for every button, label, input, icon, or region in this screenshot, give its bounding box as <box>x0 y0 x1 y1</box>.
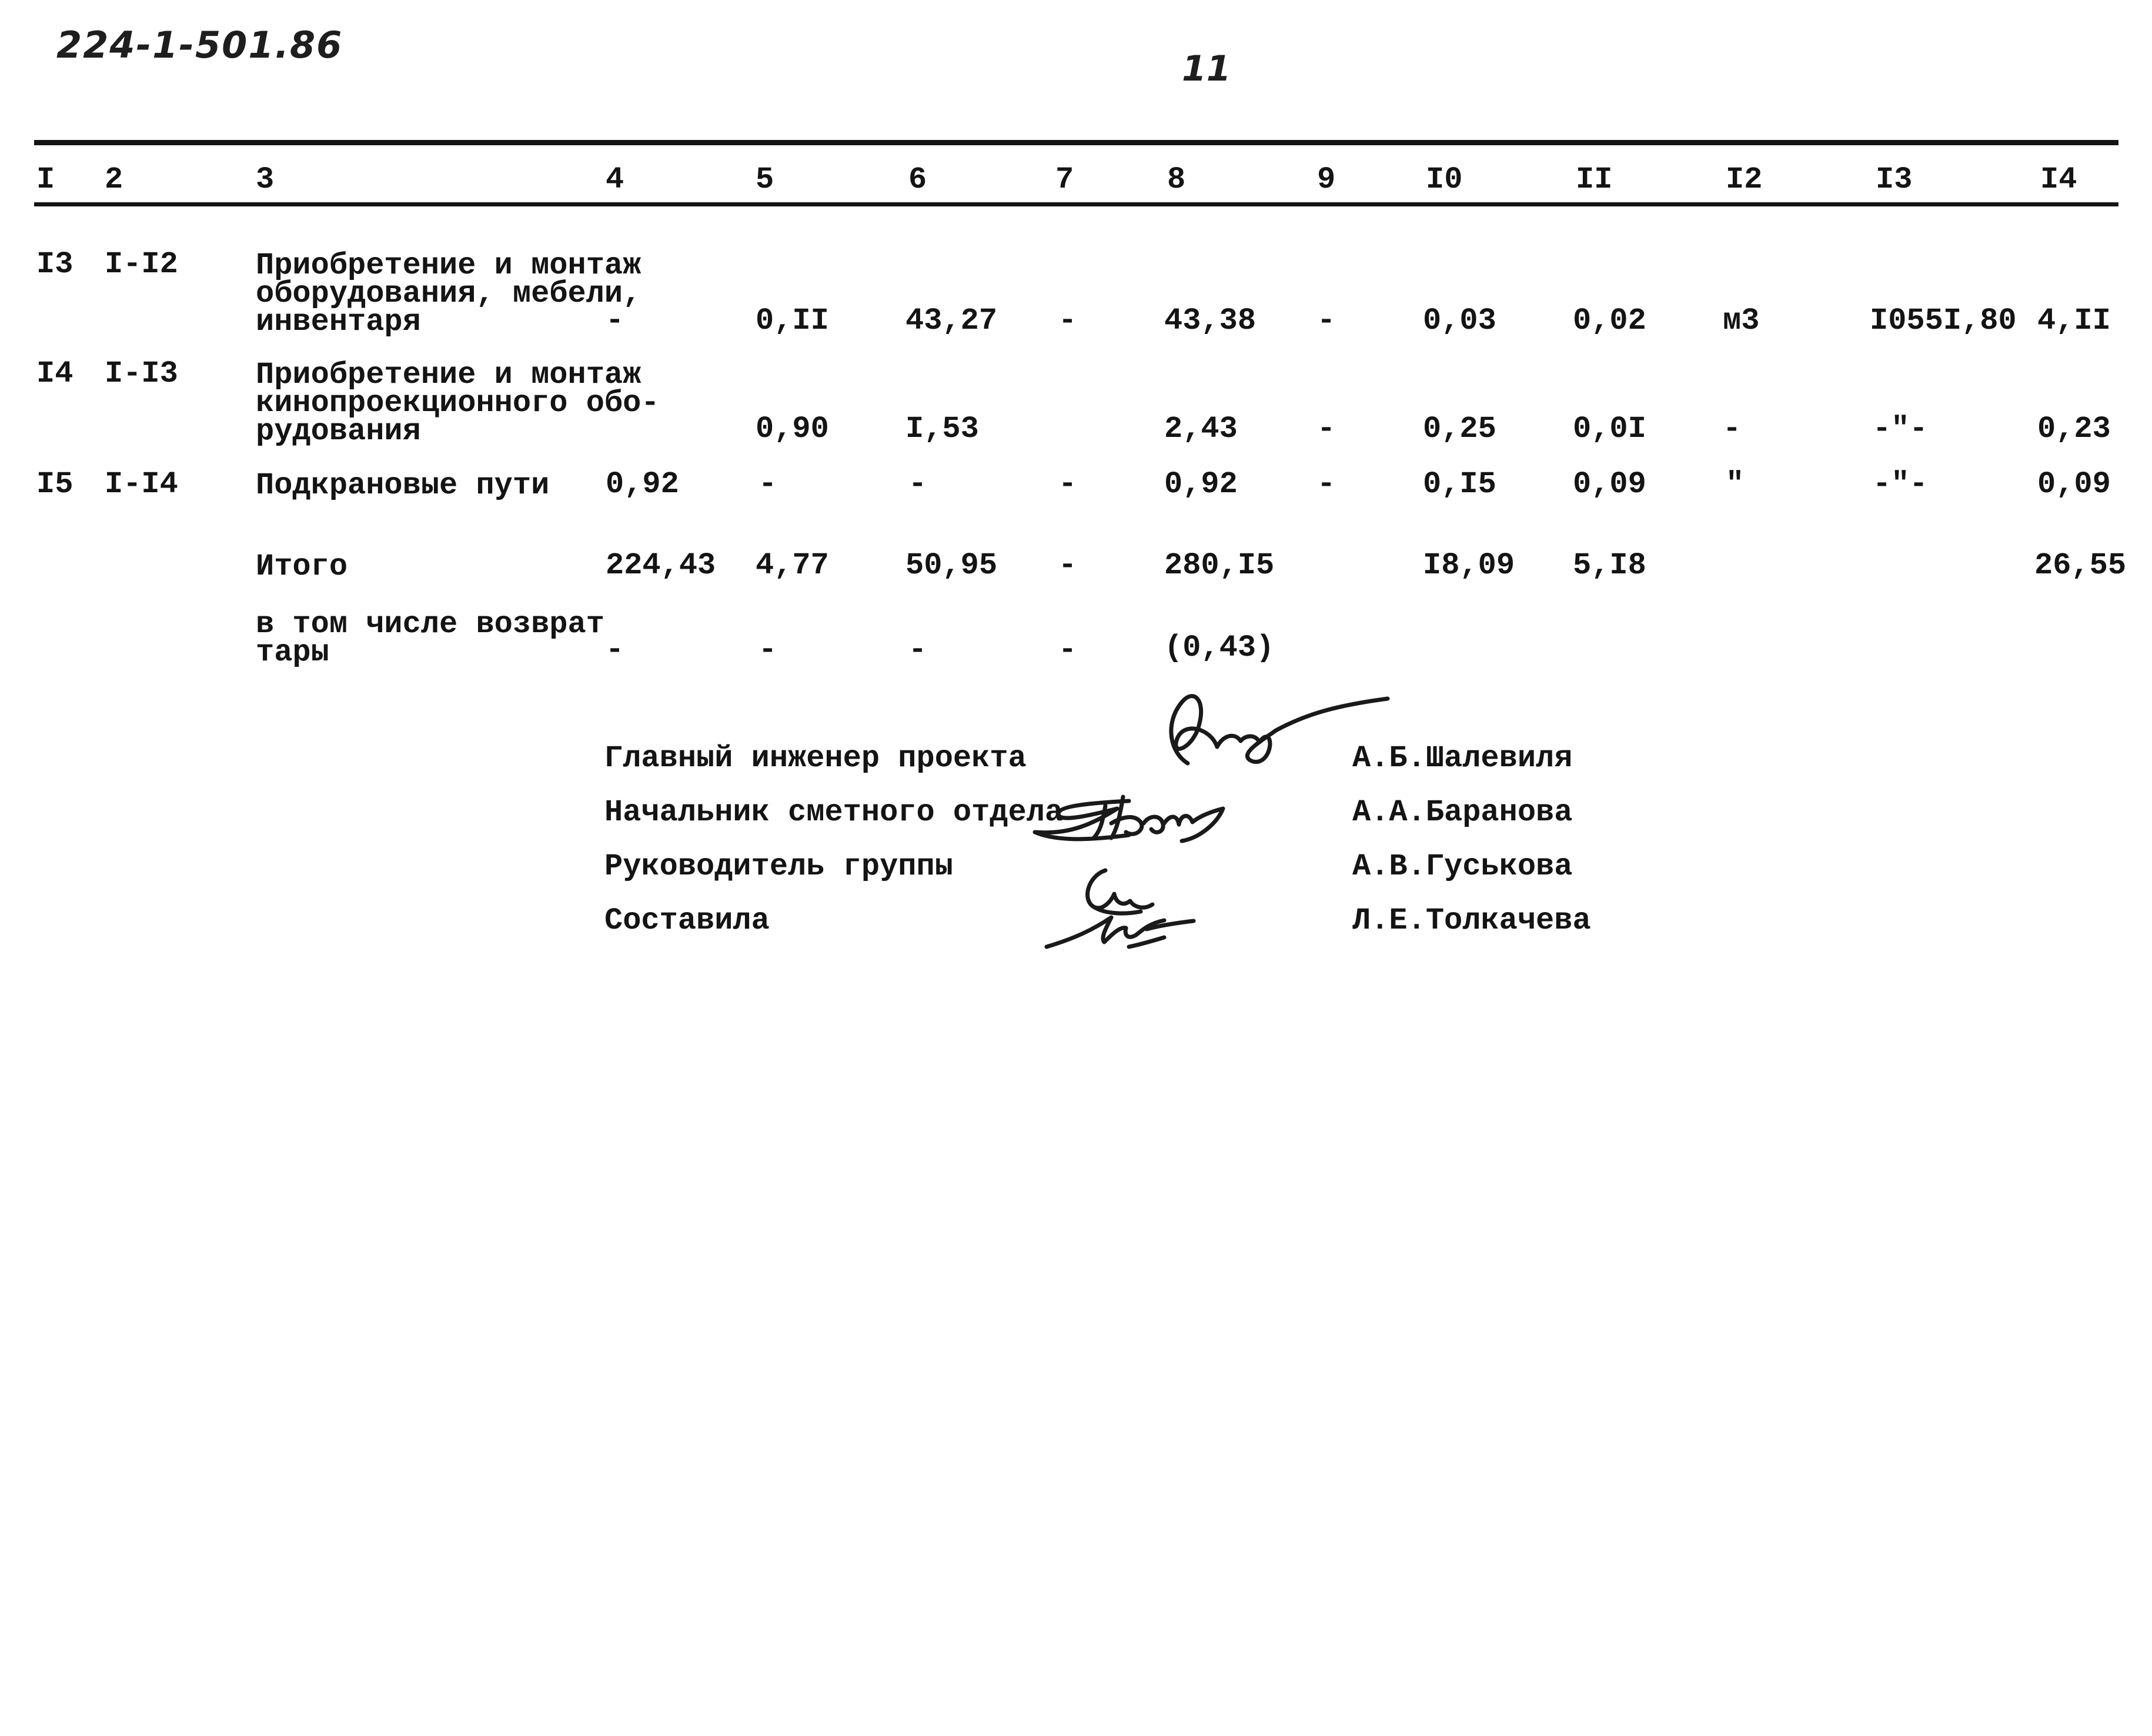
total-cell: 280,I5 <box>1164 548 1275 583</box>
column-header: 9 <box>1317 162 1336 197</box>
row-number: I5 <box>36 467 73 502</box>
returns-label: в том числе возврат тары <box>256 607 604 670</box>
row-cell: - <box>1317 467 1336 502</box>
row-cell: -"- <box>1873 412 1928 446</box>
row-cell: 0,09 <box>2037 467 2111 502</box>
row-cell: 43,38 <box>1164 303 1257 338</box>
row-cell: 0,92 <box>606 467 679 502</box>
row-cell: - <box>1058 303 1077 338</box>
row-cell: - <box>1317 412 1336 446</box>
total-cell: I8,09 <box>1423 548 1515 583</box>
column-header: I4 <box>2040 162 2077 197</box>
column-header: I3 <box>1876 162 1913 197</box>
signer-role: Составила <box>604 903 770 938</box>
row-cell: 0,23 <box>2037 412 2111 446</box>
signature-estimates-head <box>1035 797 1223 841</box>
row-reference: I-I2 <box>105 247 178 282</box>
signer-name: Л.Е.Толкачева <box>1352 903 1591 938</box>
row-cell: м3 <box>1723 303 1760 338</box>
row-number: I4 <box>36 356 73 391</box>
row-cell: - <box>1723 412 1742 446</box>
column-header: 5 <box>756 162 774 197</box>
row-reference: I-I3 <box>105 356 178 391</box>
page-number: 11 <box>1182 48 1231 89</box>
row-cell: 0,03 <box>1423 303 1496 338</box>
row-cell: 0,II <box>756 303 829 338</box>
signer-role: Главный инженер проекта <box>604 741 1027 776</box>
column-header: 2 <box>105 162 123 197</box>
signer-name: А.А.Баранова <box>1352 795 1573 830</box>
row-description: Подкрановые пути <box>256 468 550 503</box>
row-cell: 0,25 <box>1423 412 1496 446</box>
row-reference: I-I4 <box>105 467 178 502</box>
row-description: Приобретение и монтаж оборудования, мебели, инвентаря <box>256 248 641 339</box>
row-cell: - <box>1317 303 1336 338</box>
column-header: II <box>1576 162 1613 197</box>
row-cell: - <box>758 467 777 502</box>
row-cell: - <box>908 467 927 502</box>
signer-role: Начальник сметного отдела <box>604 795 1064 830</box>
signer-name: А.В.Гуськова <box>1352 849 1573 884</box>
column-header: I <box>36 162 55 197</box>
row-cell: I055I,80 <box>1870 303 2017 338</box>
row-cell: 0,90 <box>756 412 829 446</box>
total-cell: 4,77 <box>756 548 829 583</box>
signer-name: А.Б.Шалевиля <box>1352 741 1573 776</box>
column-header: 3 <box>256 162 275 197</box>
returns-cell: - <box>908 633 927 667</box>
total-cell: - <box>1058 548 1077 583</box>
total-cell: 50,95 <box>905 548 998 583</box>
column-header: 7 <box>1055 162 1074 197</box>
signature-compiler <box>1047 917 1194 947</box>
row-cell: 0,I5 <box>1423 467 1496 502</box>
row-cell: - <box>1058 467 1077 502</box>
column-header: 8 <box>1167 162 1186 197</box>
column-header: 6 <box>908 162 927 197</box>
column-header: I2 <box>1726 162 1763 197</box>
document-number: 224-1-501.86 <box>56 24 343 66</box>
signature-chief-engineer <box>1171 696 1388 763</box>
row-cell: 2,43 <box>1164 412 1238 446</box>
returns-cell: - <box>1058 633 1077 667</box>
total-cell: 224,43 <box>606 548 716 583</box>
total-cell: 26,55 <box>2034 548 2127 583</box>
row-cell: 0,92 <box>1164 467 1238 502</box>
signer-role: Руководитель группы <box>604 849 953 884</box>
row-cell: 43,27 <box>905 303 998 338</box>
row-cell: 4,II <box>2037 303 2111 338</box>
row-cell: 0,0I <box>1573 412 1646 446</box>
returns-cell: - <box>758 633 777 667</box>
returns-cell: - <box>606 633 624 667</box>
row-cell: - <box>606 303 624 338</box>
signature-group-leader <box>1088 870 1152 913</box>
row-cell: " <box>1726 467 1745 502</box>
total-label: Итого <box>256 549 348 584</box>
returns-cell: (0,43) <box>1164 630 1275 665</box>
row-number: I3 <box>36 247 73 282</box>
row-cell: I,53 <box>905 412 979 446</box>
row-cell: 0,02 <box>1573 303 1646 338</box>
handwritten-signatures <box>1023 688 1399 959</box>
total-cell: 5,I8 <box>1573 548 1646 583</box>
column-header: 4 <box>606 162 624 197</box>
row-cell: 0,09 <box>1573 467 1646 502</box>
row-cell: -"- <box>1873 467 1928 502</box>
row-description: Приобретение и монтаж кинопроекционного обо- рудования <box>256 358 660 449</box>
column-header: I0 <box>1426 162 1463 197</box>
